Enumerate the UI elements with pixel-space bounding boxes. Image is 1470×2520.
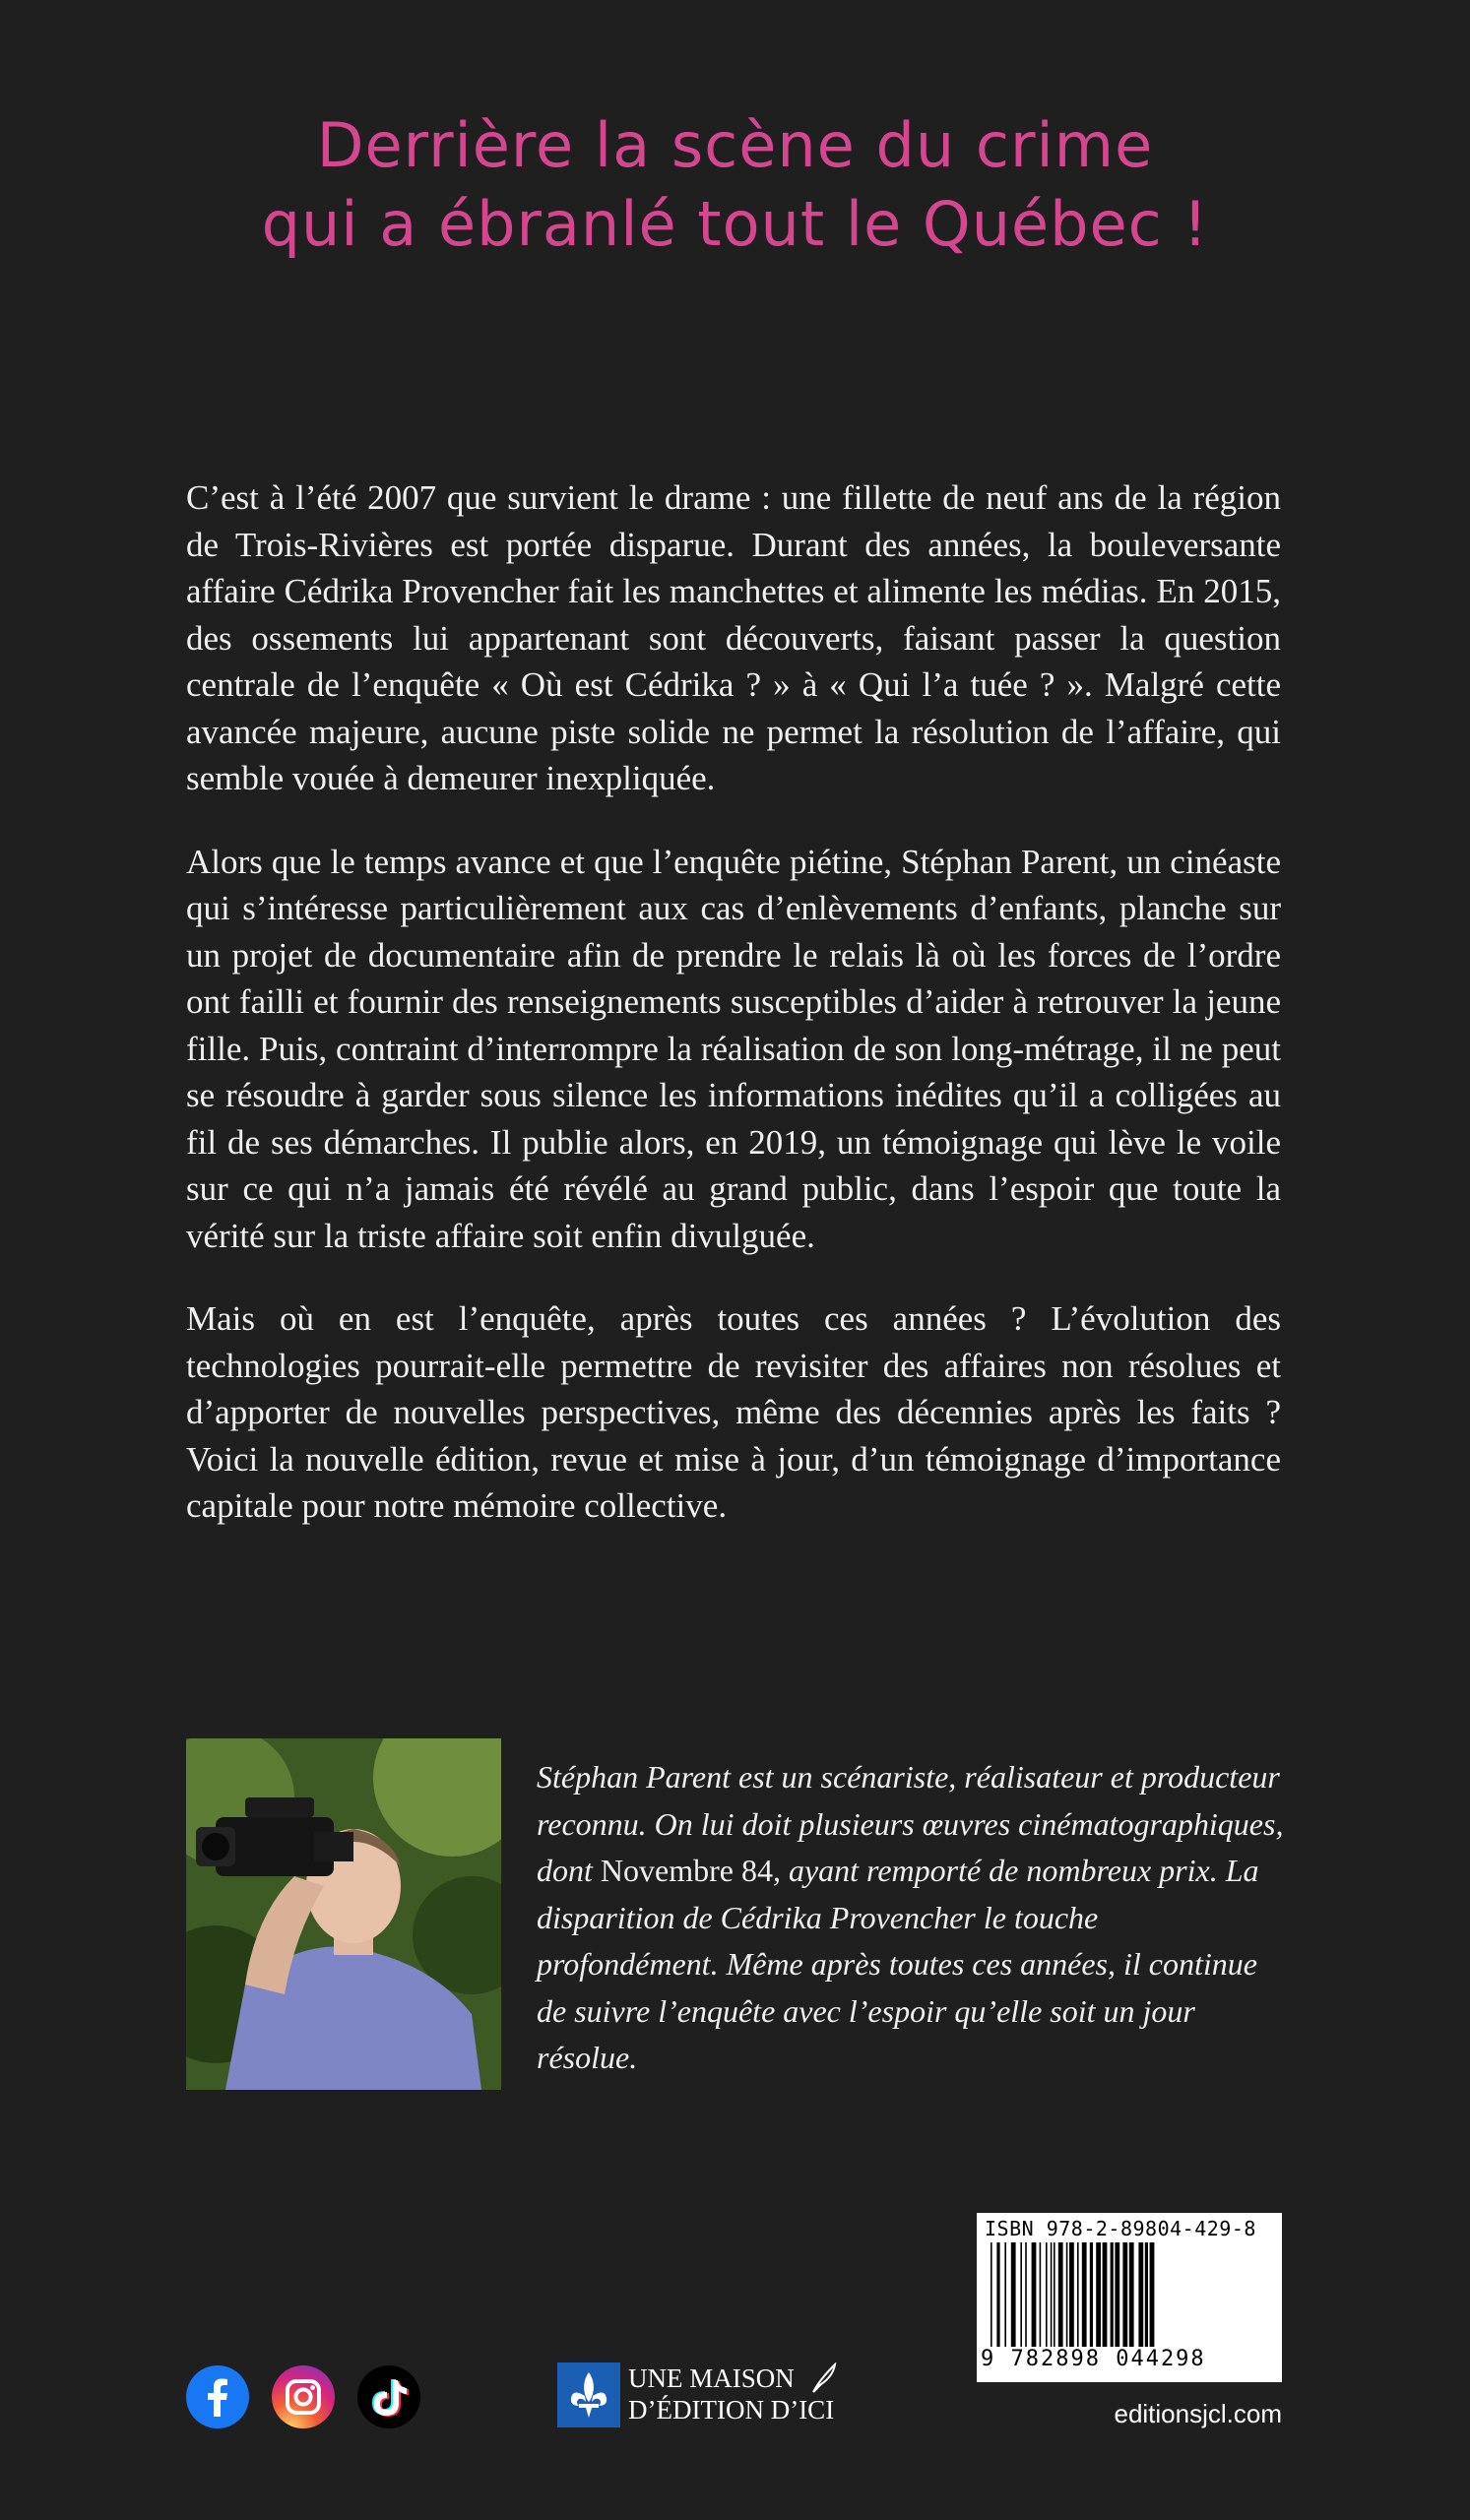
publisher-line-1: UNE MAISON — [628, 2363, 795, 2393]
publisher-website[interactable]: editionsjcl.com — [1114, 2399, 1282, 2428]
barcode-bar — [1032, 2242, 1037, 2351]
bio-text-2: , ayant remporté de nombreux prix. La disparition de Cédrika Provencher le touche profondément. Même après toutes ces années, il continue de suivre l’enquête avec l’espoir qu’elle soit un jour résolue. — [537, 1853, 1259, 2075]
barcode-bar — [1054, 2242, 1055, 2351]
blurb-paragraph-1: C’est à l’été 2007 que survient le drame : une fillette de neuf ans de la région de Trois-Rivières est portée disparue. Durant des années, la bouleversante affaire Cédrika Provencher fait les manchettes et alimente les médias. En 2015, des ossements lui appartenant sont découverts, faisant passer la question centrale de l’enquête « Où est Cédrika ? » à « Qui l’a tuée ? ». Malgré cette avancée majeure, aucune piste solide ne permet la résolution de l’affaire, qui semble vouée à demeurer inexpliquée. — [186, 478, 1281, 797]
barcode-bar — [1040, 2242, 1042, 2351]
barcode-bar — [991, 2242, 992, 2361]
barcode-bar — [1069, 2242, 1074, 2351]
barcode-bar — [1138, 2242, 1143, 2351]
barcode-bar — [1129, 2242, 1134, 2351]
isbn-label: ISBN 978-2-89804-429-8 — [985, 2217, 1256, 2240]
barcode-bar — [1025, 2242, 1027, 2351]
publisher-line-2: D’ÉDITION D’ICI — [628, 2395, 835, 2425]
barcode-bar — [1004, 2242, 1006, 2351]
tiktok-icon[interactable] — [357, 2365, 420, 2428]
author-photo — [186, 1738, 501, 2090]
instagram-icon[interactable] — [272, 2365, 335, 2428]
barcode-bar — [1103, 2242, 1108, 2351]
barcode-bar — [1145, 2242, 1148, 2351]
barcode-bar — [1011, 2242, 1016, 2351]
barcode-bar — [1066, 2242, 1068, 2351]
back-cover-blurb — [186, 474, 1281, 1566]
barcode-bar — [1090, 2242, 1093, 2351]
headline-line-2: qui a ébranlé tout le Québec ! — [261, 188, 1209, 260]
barcode-bars — [985, 2242, 1274, 2361]
blurb-paragraph-2: Alors que le temps avance et que l’enquête piétine, Stéphan Parent, un cinéaste qui s’intéresse particulièrement aux cas d’enlèvements d’enfants, planche sur un projet de documentaire afin de prendre le relais là où les forces de l’ordre ont failli et fournir des renseignements susceptibles d’aider à retrouver la jeune fille. Puis, contraint d’interrompre la réalisation de son long-métrage, il ne peut se résoudre à garder sous silence les informations inédites qu’il a colligées au fil de ses démarches. Il publie alors, en 2019, un témoignage qui lève le voile sur ce qui n’a jamais été révélé au grand public, dans l’espoir que toute la vérité sur la triste affaire soit enfin divulguée. — [186, 842, 1281, 1255]
barcode-bar — [1150, 2242, 1155, 2361]
publisher-name — [628, 2362, 834, 2426]
barcode-bar — [1046, 2242, 1048, 2351]
isbn-digits: 9 782898 044298 — [981, 2347, 1206, 2371]
bio-film-title: Novembre 84 — [600, 1853, 773, 1888]
barcode-bar — [1115, 2242, 1119, 2351]
barcode-bar — [1082, 2242, 1087, 2351]
fleur-de-lis-icon — [557, 2362, 620, 2427]
barcode-bar — [1051, 2242, 1053, 2351]
barcode-bar — [1020, 2242, 1022, 2351]
author-bio — [537, 1754, 1285, 2082]
headline-line-1: Derrière la scène du crime — [316, 109, 1154, 181]
facebook-icon[interactable] — [186, 2365, 249, 2428]
headline — [0, 106, 1470, 264]
publisher-logo — [557, 2362, 872, 2427]
barcode-bar — [1111, 2242, 1114, 2351]
barcode-bar — [996, 2242, 999, 2361]
barcode-bar — [1077, 2242, 1079, 2351]
isbn-barcode — [977, 2213, 1282, 2382]
quill-icon — [809, 2362, 839, 2394]
barcode-bar — [1058, 2242, 1063, 2351]
bio-text-1: Stéphan Parent est un scénariste, réalisateur et producteur reconnu. On lui doit plusieurs œuvres cinématographiques, dont — [537, 1759, 1284, 1888]
barcode-bar — [1122, 2242, 1127, 2351]
blurb-paragraph-3: Mais où en est l’enquête, après toutes ces années ? L’évolution des technologies pourrait-elle permettre de revisiter des affaires non résolues et d’apporter de nouvelles perspectives, même des décennies après les faits ? Voici la nouvelle édition, revue et mise à jour, d’un témoignage d’importance capitale pour notre mémoire collective. — [186, 1299, 1281, 1525]
barcode-bar — [1096, 2242, 1101, 2351]
